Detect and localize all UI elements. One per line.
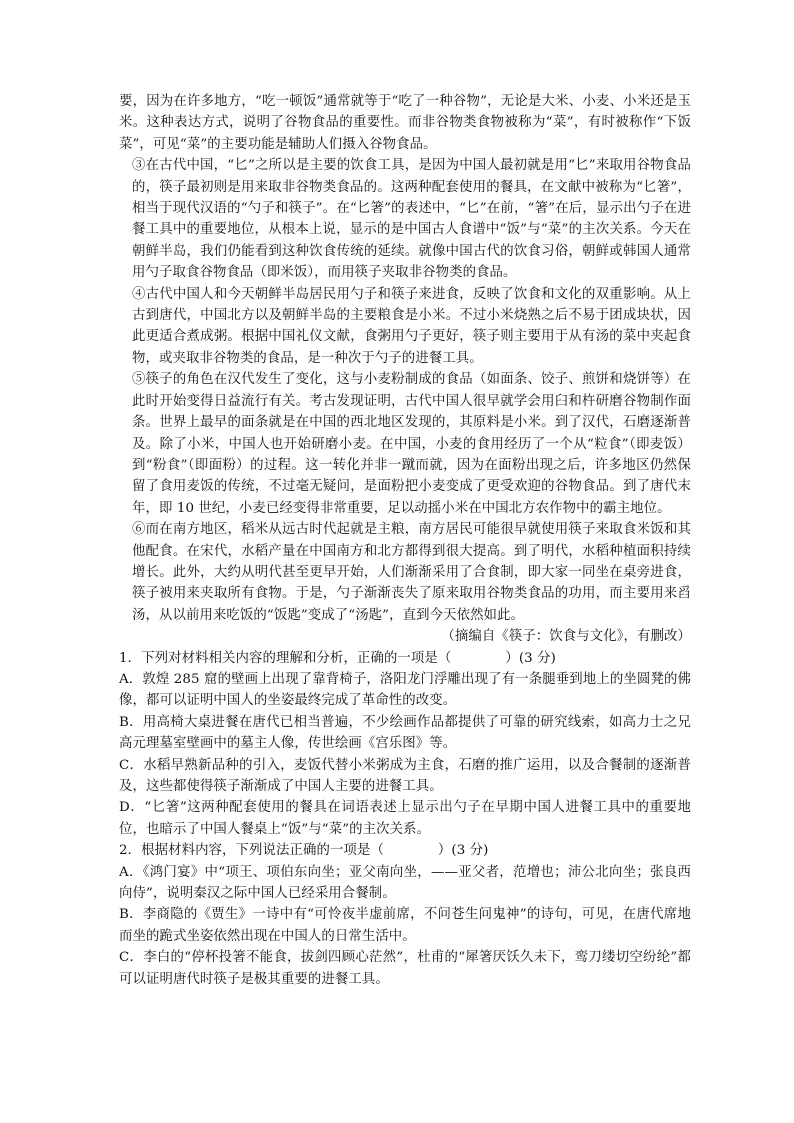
question-1-option-b: B．用高椅大桌进餐在唐代已相当普遍，不少绘画作品都提供了可靠的研究线索，如高力士之兄高元理墓室壁画中的墓主人像，传世绘画《宫乐图》等。	[119, 714, 691, 752]
question-1-option-c: C．水稻早熟新品种的引入，麦饭代替小米粥成为主食，石磨的推广运用，以及合餐制的逐渐普及，这些都使得筷子渐渐成了中国人主要的进餐工具。	[119, 757, 691, 794]
document-body	[119, 91, 691, 990]
passage-paragraph-6: ⑥而在南方地区，稻米从远古时代起就是主粮，南方居民可能很早就使用筷子来取食米饭和其他配食。在宋代，水稻产量在中国南方和北方都得到很大提高。到了明代，水稻种植面积持续增长。此外，大约从明代甚至更早开始，人们渐渐采用了合食制，即大家一同坐在桌旁进食，筷子被用来夹取所有食物。于是，勺子渐渐丧失了原来取用谷物类食品的功用，而主要用来舀汤，从以前用来吃饭的“饭匙”变成了“汤匙”，直到今天依然如此。	[132, 522, 691, 623]
passage-paragraph-continued: 要，因为在许多地方，“吃一顿饭”通常就等于“吃了一种谷物”，无论是大米、小麦、小米还是玉米。这种表达方式，说明了谷物食品的重要性。而非谷物类食物被称为“菜”，有时被称作“下饭菜”，可见“菜”的主要功能是辅助人们摄入谷物食品。	[119, 94, 691, 152]
question-1-option-a: A．敦煌 285 窟的壁画上出现了靠背椅子，洛阳龙门浮雕出现了有一条腿垂到地上的坐圆凳的佛像，都可以证明中国人的坐姿最终完成了革命性的改变。	[119, 671, 691, 709]
passage-paragraph-3: ③在古代中国，“匕”之所以是主要的饮食工具，是因为中国人最初就是用“匕”来取用谷物食品的，筷子最初则是用来取非谷物类食品的。这两种配套使用的餐具，在文献中被称为“匕箸”，相当于现代汉语的“勺子和筷子”。在“匕箸”的表述中，“匕”在前，“箸”在后，显示出勺子在进餐工具中的重要地位，从根本上说，显示的是中国古人食谱中“饭”与“菜”的主次关系。今天在朝鲜半岛，我们仍能看到这种饮食传统的延续。就像中国古代的饮食习俗，朝鲜或韩国人通常用勺子取食谷物食品（即米饭），而用筷子夹取非谷物类的食品。	[132, 158, 691, 281]
question-2-option-b: B．李商隐的《贾生》一诗中有“可怜夜半虚前席，不问苍生问鬼神”的诗句，可见，在唐代席地而坐的跪式坐姿依然出现在中国人的日常生活中。	[119, 907, 691, 944]
source-citation: （摘编自《筷子：饮食与文化》，有删改）	[441, 629, 691, 645]
question-2-option-c: C．李白的“停杯投箸不能食，拔剑四顾心茫然”，杜甫的“犀箸厌饫久未下，鸾刀缕切空纷纶”都可以证明唐代时筷子是极其重要的进餐工具。	[119, 950, 691, 987]
question-1-stem: 1．下列对材料相关内容的理解和分析，正确的一项是（ ）(3 分)	[119, 650, 556, 666]
question-1-option-d: D．“匕箸”这两种配套使用的餐具在词语表述上显示出勺子在早期中国人进餐工具中的重要地位，也暗示了中国人餐桌上“饭”与“菜”的主次关系。	[119, 800, 691, 837]
passage-paragraph-5: ⑤筷子的角色在汉代发生了变化，这与小麦粉制成的食品（如面条、饺子、煎饼和烧饼等）在此时开始变得日益流行有关。考古发现证明，古代中国人很早就学会用臼和杵研磨谷物制作面条。世界上最早的面条就是在中国的西北地区发现的，其原料是小米。到了汉代，石磨逐渐普及。除了小米，中国人也开始研磨小麦。在中国，小麦的食用经历了一个从“粒食”（即麦饭）到“粉食”（即面粉）的过程。这一转化并非一蹴而就，因为在面粉出现之后，许多地区仍然保留了食用麦饭的传统，不过毫无疑问，是面粉把小麦变成了更受欢迎的谷物食品。到了唐代末年，即 10 世纪，小麦已经变得非常重要，足以动摇小米在中国北方农作物中的霸主地位。	[132, 372, 691, 516]
question-2-stem: 2．根据材料内容，下列说法正确的一项是（ ）(3 分)	[119, 843, 489, 859]
passage-paragraph-4: ④古代中国人和今天朝鲜半岛居民用勺子和筷子来进食，反映了饮食和文化的双重影响。从上古到唐代，中国北方以及朝鲜半岛的主要粮食是小米。不过小米烧熟之后不易于团成块状，因此更适合煮成粥。根据中国礼仪文献，食粥用勺子更好，筷子则主要用于从有汤的菜中夹起食物，或夹取非谷物类的食品，是一种次于勺子的进餐工具。	[132, 286, 691, 366]
question-2-option-a: A．《鸿门宴》中“项王、项伯东向坐；亚父南向坐，——亚父者，范增也；沛公北向坐；张良西向侍”，说明秦汉之际中国人已经采用合餐制。	[119, 864, 691, 902]
